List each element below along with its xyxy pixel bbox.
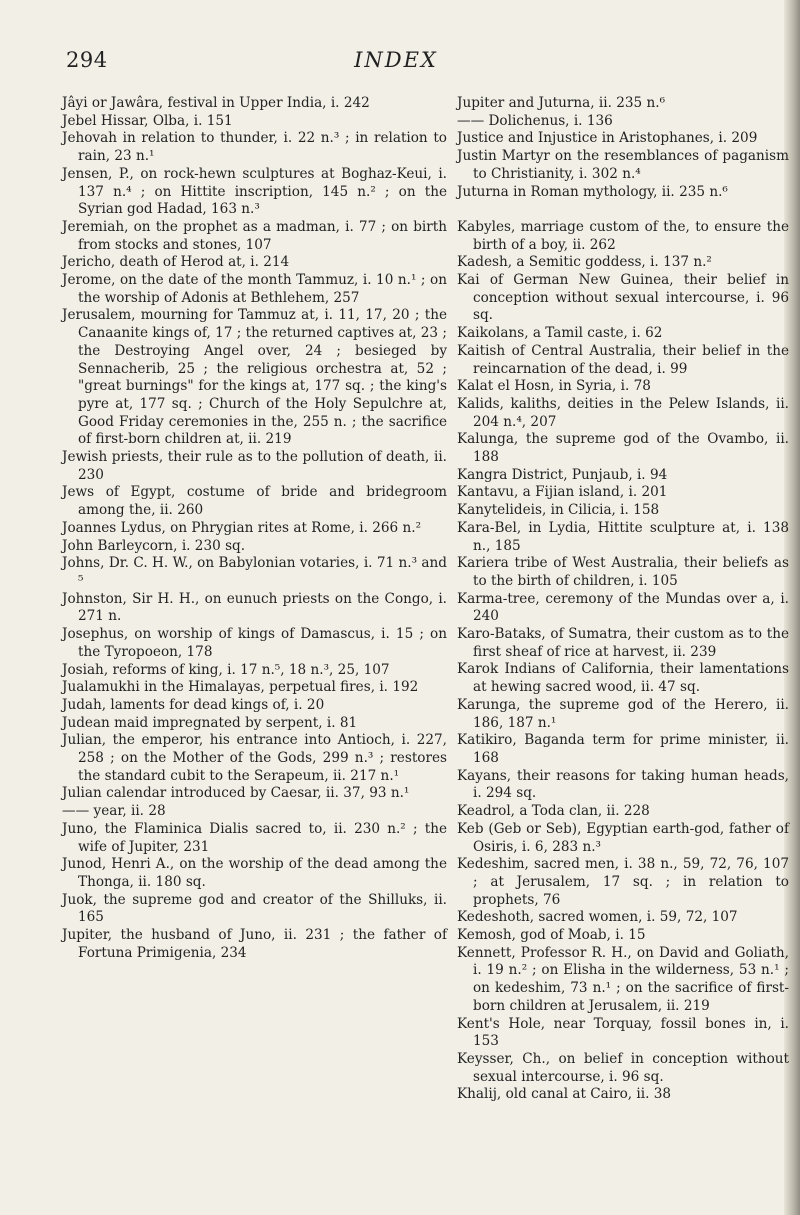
index-entry: Kayans, their reasons for taking human heads, i. 294 sq.	[457, 767, 789, 802]
index-entry: Keadrol, a Toda clan, ii. 228	[457, 803, 650, 820]
index-entry: Jebel Hissar, Olba, i. 151	[62, 112, 233, 129]
index-entry: Kent's Hole, near Torquay, fossil bones in, i. 153	[457, 1015, 789, 1050]
index-subentry: —— Dolichenus, i. 136	[457, 112, 613, 129]
index-entry: Juok, the supreme god and creator of the Shilluks, ii. 165	[62, 891, 447, 926]
index-entry: Katikiro, Baganda term for prime minister, ii. 168	[457, 732, 789, 766]
index-entry: Jensen, P., on rock-hewn sculptures at Boghaz-Keui, i. 137 n.⁴ ; on Hittite inscription, 145 n.² ; on the Syrian god Hadad, 163 n.³	[62, 165, 447, 218]
index-entry: Kaikolans, a Tamil caste, i. 62	[457, 325, 663, 342]
index-entry: Josiah, reforms of king, i. 17 n.⁵, 18 n.³, 25, 107	[62, 661, 390, 678]
index-entry: Johnston, Sir H. H., on eunuch priests on the Congo, i. 271 n.	[62, 590, 447, 625]
index-entry: Kaitish of Central Australia, their belief in the reincarnation of the dead, i. 99	[457, 342, 789, 377]
index-entry: Jupiter, the husband of Juno, ii. 231 ; the father of Fortuna Primigenia, 234	[62, 927, 447, 961]
index-entry: Julian, the emperor, his entrance into Antioch, i. 227, 258 ; on the Mother of the Gods, 299 n.³ ; restores the standard cubit to the Serapeum, ii. 217 n.¹	[62, 732, 447, 784]
index-entry: Kemosh, god of Moab, i. 15	[457, 927, 646, 944]
index-entry: Jericho, death of Herod at, i. 214	[62, 254, 290, 271]
index-entry: Kedeshoth, sacred women, i. 59, 72, 107	[457, 909, 738, 926]
index-entry: Johns, Dr. C. H. W., on Babylonian votaries, i. 71 n.³ and ⁵	[62, 555, 447, 589]
index-entry: Khalij, old canal at Cairo, ii. 38	[457, 1086, 672, 1103]
index-entry: Karok Indians of California, their lamentations at hewing sacred wood, ii. 47 sq.	[457, 661, 789, 696]
right-column	[457, 95, 789, 1104]
index-entry: Judean maid impregnated by serpent, i. 81	[62, 714, 358, 731]
index-entry: Keysser, Ch., on belief in conception without sexual intercourse, i. 96 sq.	[457, 1050, 789, 1085]
page-number: 294	[66, 48, 108, 72]
index-entry: Jâyi or Jawâra, festival in Upper India, i. 242	[62, 95, 370, 111]
index-entry: Karunga, the supreme god of the Herero, ii. 186, 187 n.¹	[457, 696, 789, 731]
index-entry: Jerome, on the date of the month Tammuz, i. 10 n.¹ ; on the worship of Adonis at Bethlehem, 257	[62, 272, 447, 306]
index-entry: Keb (Geb or Seb), Egyptian earth-god, father of Osiris, i. 6, 283 n.³	[457, 820, 789, 855]
index-entry: Kennett, Professor R. H., on David and Goliath, i. 19 n.² ; on Elisha in the wilderness, 53 n.¹ ; on kedeshim, 73 n.¹ ; on the sacrifice of first-born children at Jerusalem, ii. 219	[457, 944, 789, 1014]
index-entry: Karo-Bataks, of Sumatra, their custom as to the first sheaf of rice at harvest, ii. 239	[457, 626, 789, 660]
index-entry: Josephus, on worship of kings of Damascus, i. 15 ; on the Tyropoeon, 178	[62, 626, 447, 660]
index-entry: Kalunga, the supreme god of the Ovambo, ii. 188	[457, 431, 789, 466]
index-entry: Joannes Lydus, on Phrygian rites at Rome, i. 266 n.²	[62, 519, 422, 536]
index-entry: Jeremiah, on the prophet as a madman, i. 77 ; on birth from stocks and stones, 107	[62, 218, 447, 253]
index-entry: Junod, Henri A., on the worship of the dead among the Thonga, ii. 180 sq.	[62, 856, 447, 890]
index-entry: Justin Martyr on the resemblances of paganism to Christianity, i. 302 n.⁴	[457, 148, 789, 182]
index-entry: Juturna in Roman mythology, ii. 235 n.⁶	[457, 183, 728, 200]
index-entry: Kalat el Hosn, in Syria, i. 78	[457, 378, 651, 395]
index-entry: Jerusalem, mourning for Tammuz at, i. 11, 17, 20 ; the Canaanite kings of, 17 ; the returned captives at, 23 ; the Destroying Angel over, 24 ; besieged by Sennacherib, 25 ; the religious orchestra at, 52 ; "great burnings" for the kings at, 177 sq. ; the king's pyre at, 177 sq. ; Church of the Holy Sepulchre at, Good Friday ceremonies in the, 255 n. ; the sacrifice of first-born children at, ii. 219	[62, 307, 447, 448]
index-entry: Justice and Injustice in Aristophanes, i. 209	[457, 130, 758, 147]
index-entry: Jewish priests, their rule as to the pollution of death, ii. 230	[62, 449, 447, 483]
index-entry: Karma-tree, ceremony of the Mundas over a, i. 240	[457, 590, 789, 625]
index-entry: Kariera tribe of West Australia, their beliefs as to the birth of children, i. 105	[457, 555, 789, 589]
page-header	[66, 48, 726, 78]
index-entry: Kabyles, marriage custom of the, to ensure the birth of a boy, ii. 262	[457, 218, 789, 253]
index-entry: Kai of German New Guinea, their belief in conception without sexual intercourse, i. 96 sq.	[457, 272, 789, 324]
index-subentry: —— year, ii. 28	[62, 803, 166, 820]
index-entry: Kangra District, Punjaub, i. 94	[457, 466, 668, 483]
index-entry: John Barleycorn, i. 230 sq.	[62, 537, 246, 554]
index-entry: Jews of Egypt, costume of bride and bridegroom among the, ii. 260	[62, 484, 447, 519]
index-entry: Kanytelideis, in Cilicia, i. 158	[457, 502, 660, 519]
letter-section-gap	[457, 201, 789, 219]
left-column	[62, 95, 447, 962]
running-title: INDEX	[354, 48, 438, 72]
index-entry: Jehovah in relation to thunder, i. 22 n.³ ; in relation to rain, 23 n.¹	[62, 130, 447, 165]
index-entry: Kara-Bel, in Lydia, Hittite sculpture at, i. 138 n., 185	[457, 519, 789, 554]
index-entry: Kadesh, a Semitic goddess, i. 137 n.²	[457, 254, 712, 271]
index-entry: Julian calendar introduced by Caesar, ii. 37, 93 n.¹	[62, 785, 410, 802]
index-entry: Kantavu, a Fijian island, i. 201	[457, 484, 668, 501]
index-entry: Kedeshim, sacred men, i. 38 n., 59, 72, 76, 107 ; at Jerusalem, 17 sq. ; in relation to prophets, 76	[457, 856, 789, 908]
index-entry: Kalids, kaliths, deities in the Pelew Islands, ii. 204 n.⁴, 207	[457, 395, 789, 430]
index-entry: Jupiter and Juturna, ii. 235 n.⁶	[457, 95, 666, 111]
index-entry: Juno, the Flaminica Dialis sacred to, ii. 230 n.² ; the wife of Jupiter, 231	[62, 820, 447, 855]
index-entry: Jualamukhi in the Himalayas, perpetual fires, i. 192	[62, 679, 419, 696]
index-entry: Judah, laments for dead kings of, i. 20	[62, 696, 325, 713]
